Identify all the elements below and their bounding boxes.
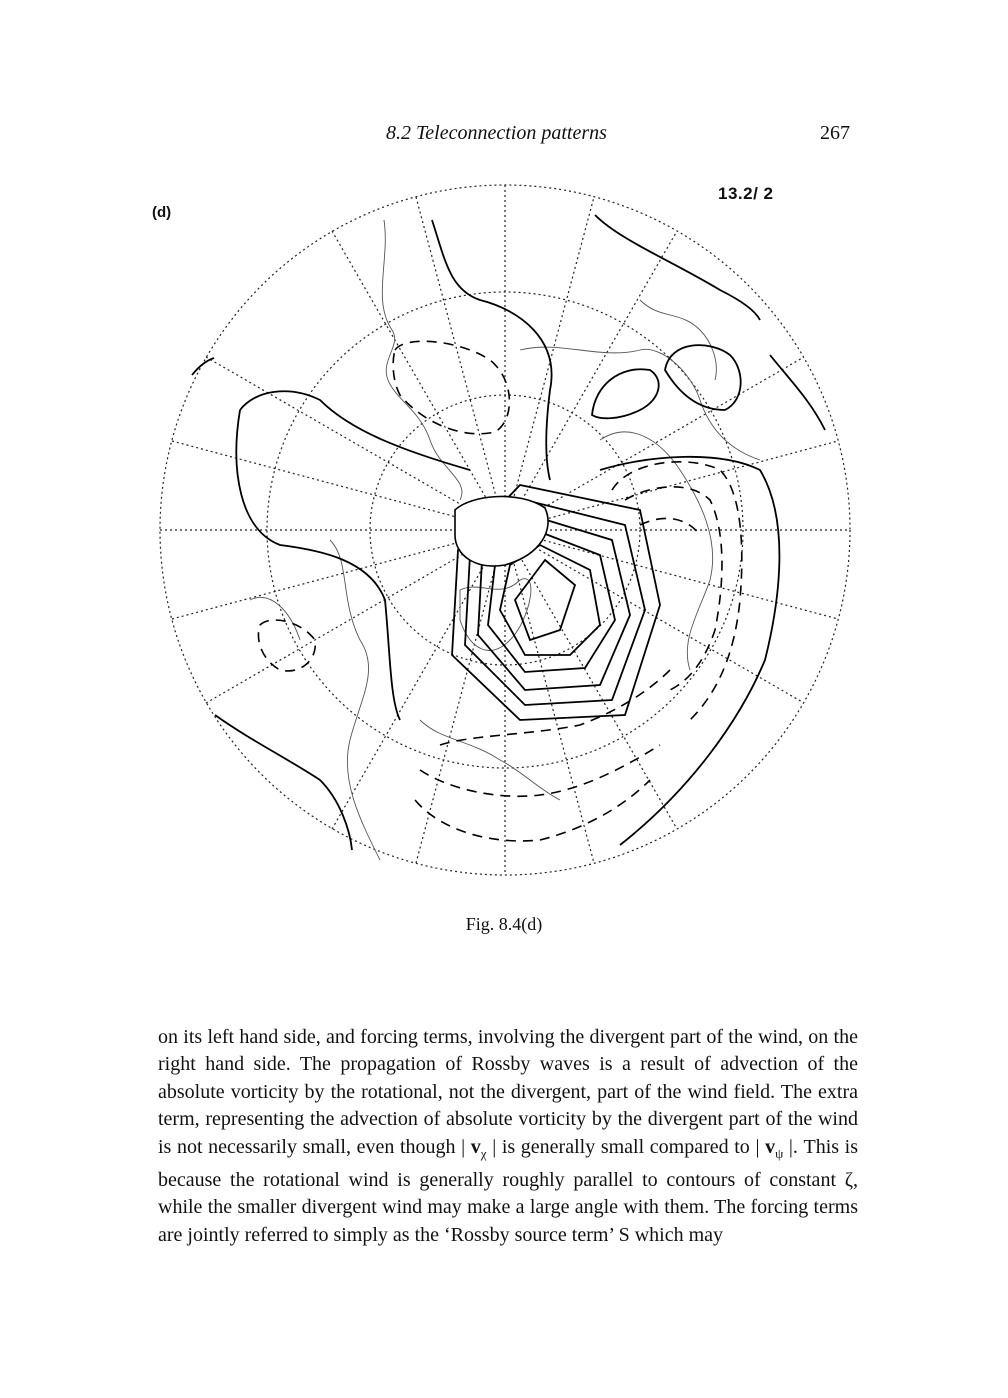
coastline — [600, 432, 713, 670]
contour-solid — [432, 220, 552, 480]
figure-panel-label: (d) — [152, 204, 172, 221]
contour-solid — [240, 391, 470, 470]
contour-dashed — [420, 745, 660, 796]
body-text-part-3: This is because the rotational wind is generally roughly parallel to contours of constant ζ, while the smaller divergent wind may make a large angle with them. The forcing terms are jointly referred to simply as the ‘Rossby source term’ S which may — [158, 1135, 859, 1246]
body-text-part-1: on its left hand side, and forcing terms, involving the divergent part of the wind, on the right hand side. The propagation of Rossby waves is a result of advection of the absolute vorticity by the rotational, not the divergent, part of the wind field. The extra term, representing the advection of absolute vorticity by the divergent part of the wind is not necessarily small, even though — [158, 1026, 858, 1158]
contour-solid — [215, 715, 352, 850]
contour-dashed — [415, 780, 650, 841]
contour-solid — [665, 345, 741, 410]
abs-bar-close: |. — [788, 1135, 798, 1158]
v-psi-subscript: ψ — [775, 1145, 784, 1161]
contour-dashed — [640, 518, 700, 535]
pole-cap — [455, 496, 548, 565]
contour-dashed — [393, 341, 509, 434]
contour-solid — [770, 355, 825, 430]
contour-solid — [600, 457, 779, 845]
abs-bar-close: | — [492, 1135, 497, 1158]
coastline — [420, 720, 560, 800]
coastline — [640, 300, 716, 380]
coastline — [520, 347, 760, 460]
figure-map-code: 13.2/ 2 — [718, 184, 774, 203]
dashed-contours — [258, 341, 741, 841]
contour-solid — [592, 369, 659, 418]
body-text — [158, 1024, 858, 1249]
body-paragraph — [158, 1024, 858, 1249]
coastline — [382, 220, 462, 500]
running-head-title: 8.2 Teleconnection patterns — [386, 122, 607, 144]
abs-bar-open: | — [755, 1135, 760, 1158]
v-chi-symbol: v — [470, 1135, 481, 1158]
coastline — [250, 597, 300, 640]
body-text-part-2: is generally small compared to — [501, 1135, 750, 1158]
coastline — [330, 540, 380, 860]
abs-bar-open: | — [461, 1135, 466, 1158]
contour-dashed — [258, 620, 315, 671]
figure-caption: Fig. 8.4(d) — [465, 914, 543, 934]
v-psi-symbol: v — [765, 1135, 776, 1158]
pole-cap-contour — [455, 496, 548, 565]
contour-dashed — [612, 462, 742, 720]
page-number: 267 — [820, 122, 850, 144]
contour-solid — [192, 358, 214, 375]
v-chi-subscript: χ — [480, 1145, 487, 1161]
